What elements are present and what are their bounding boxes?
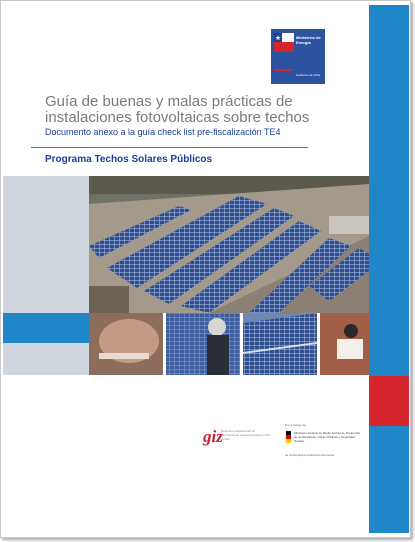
giz-org-text: Deutsche Gesellschaft für Internationale Zusammenarbeit (GIZ) GmbH: [221, 429, 271, 441]
right-red-block: [369, 376, 409, 426]
logo-government-text: Gobierno de Chile: [296, 73, 321, 77]
panel-closeup-photo: [243, 313, 317, 375]
installation-photo-strip: [89, 313, 369, 375]
right-blue-strip: [369, 5, 409, 533]
rooftop-solar-photo: [89, 176, 369, 313]
german-republic-text: de la República Federal de Alemania: [285, 453, 335, 457]
worker-helmet-photo: [166, 313, 240, 375]
technician-roof-photo: [320, 313, 369, 375]
german-eagle-icon: [286, 431, 291, 443]
logo-red-bar: [274, 69, 292, 71]
left-blue-block: [3, 313, 89, 343]
document-subtitle: Documento anexo a la guía check list pre-fiscalización TE4: [45, 127, 281, 137]
worker-hands-photo: [89, 313, 163, 375]
logo-ministry-text: Ministerio de Energía: [296, 35, 321, 45]
document-title: Guía de buenas y malas prácticas de instalaciones fotovoltaicas sobre techos: [45, 93, 310, 126]
giz-logo: giz: [203, 427, 223, 446]
title-divider: [31, 147, 308, 148]
left-gray-block-top: [3, 176, 89, 313]
ministry-logo: [271, 29, 325, 84]
program-name: Programa Techos Solares Públicos: [45, 154, 213, 165]
german-ministry-text: Ministerio Federal de Medio Ambiente, Protección de la Naturaleza, Obras Públicas y Seguridad Nuclear: [294, 431, 361, 443]
commissioned-by-label: Por encargo de:: [285, 423, 307, 427]
chile-coat-of-arms-icon: [274, 33, 294, 52]
left-gray-block-bottom: [3, 343, 89, 375]
